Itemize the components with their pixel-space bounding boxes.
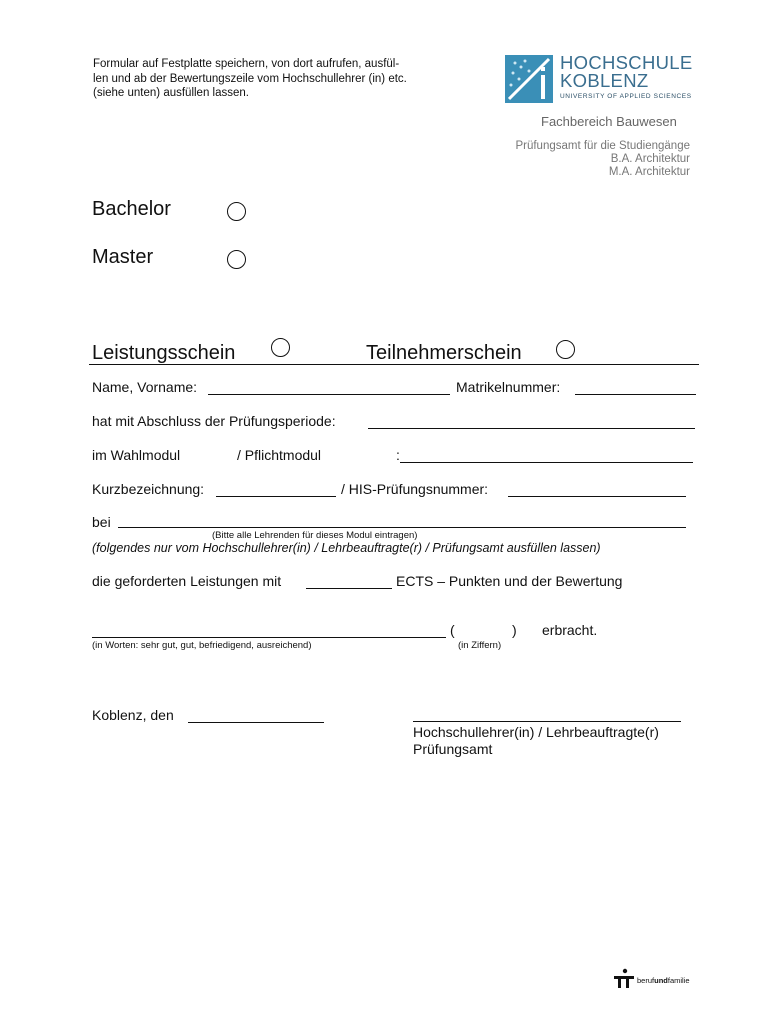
instruction-text <box>93 57 473 101</box>
leistungen-label: die geforderten Leistungen mit <box>92 573 282 589</box>
section-divider <box>89 364 699 365</box>
periode-label: hat mit Abschluss der Prüfungsperiode: <box>92 413 336 429</box>
logo-mark-icon <box>505 55 553 103</box>
teilnehmerschein-label: Teilnehmerschein <box>366 342 522 364</box>
matrikel-label: Matrikelnummer: <box>456 379 561 395</box>
lehrende-hint: (Bitte alle Lehrenden für dieses Modul eintragen) <box>212 530 418 541</box>
logo-wordmark: HOCHSCHULE KOBLENZ <box>560 52 693 91</box>
instruction-line: len und ab der Bewertungszeile vom Hochschullehrer (in) etc. <box>93 72 407 85</box>
grade-words-field[interactable] <box>92 622 446 638</box>
bachelor-radio[interactable] <box>227 202 246 221</box>
periode-field[interactable] <box>368 413 695 429</box>
instruction-line: Formular auf Festplatte speichern, von dort aufrufen, ausfül- <box>93 58 400 70</box>
grade-paren-open: ( <box>450 622 455 638</box>
kurzbezeichnung-label: Kurzbezeichnung: <box>92 481 205 497</box>
grade-paren-close: ) <box>512 622 517 638</box>
wahlmodul-label: im Wahlmodul <box>92 447 181 463</box>
erbracht-label: erbracht. <box>542 622 598 638</box>
bei-label: bei <box>92 514 111 530</box>
signature-office-label: Prüfungsamt <box>413 741 493 757</box>
university-logo <box>505 52 705 105</box>
leistungsschein-label: Leistungsschein <box>92 342 236 364</box>
brand-wordmark: berufundfamilie <box>637 976 690 985</box>
bachelor-label: Bachelor <box>92 198 171 220</box>
modul-field[interactable] <box>400 447 693 463</box>
ects-field[interactable] <box>306 573 392 589</box>
his-number-label: / HIS-Prüfungsnummer: <box>341 481 489 497</box>
name-label: Name, Vorname: <box>92 379 198 395</box>
signature-role-label: Hochschullehrer(in) / Lehrbeauftragte(r) <box>413 724 659 740</box>
ects-bewertung-label: ECTS – Punkten und der Bewertung <box>396 573 623 589</box>
department-name: Fachbereich Bauwesen <box>541 114 677 129</box>
his-number-field[interactable] <box>508 481 686 497</box>
instruction-line: (siehe unten) ausfüllen lassen. <box>93 87 249 99</box>
grade-number-hint: (in Ziffern) <box>458 640 502 651</box>
lehrende-field[interactable] <box>118 512 686 528</box>
leistungsschein-radio[interactable] <box>271 338 290 357</box>
exam-office-block: Prüfungsamt für die Studiengänge B.A. Architektur M.A. Architektur <box>515 140 690 178</box>
teilnehmerschein-radio[interactable] <box>556 340 575 359</box>
signature-field[interactable] <box>413 706 681 722</box>
logo-subtitle: UNIVERSITY OF APPLIED SCIENCES <box>560 93 692 100</box>
matrikel-field[interactable] <box>575 379 696 395</box>
master-label: Master <box>92 246 154 268</box>
modul-colon: : <box>396 447 400 463</box>
pflichtmodul-label: / Pflichtmodul <box>237 447 322 463</box>
koblenz-date-label: Koblenz, den <box>92 707 174 723</box>
kurzbezeichnung-field[interactable] <box>216 481 336 497</box>
date-field[interactable] <box>188 707 324 723</box>
grade-words-hint: (in Worten: sehr gut, gut, befriedigend, ausreichend) <box>92 640 312 651</box>
grade-number-field[interactable] <box>460 622 510 638</box>
name-field[interactable] <box>208 379 450 395</box>
master-radio[interactable] <box>227 250 246 269</box>
examiner-note: (folgendes nur vom Hochschullehrer(in) / Lehrbeauftragte(r) / Prüfungsamt ausfüllen lassen) <box>92 541 601 555</box>
berufundfamilie-logo <box>613 965 703 989</box>
family-icon <box>613 967 635 989</box>
